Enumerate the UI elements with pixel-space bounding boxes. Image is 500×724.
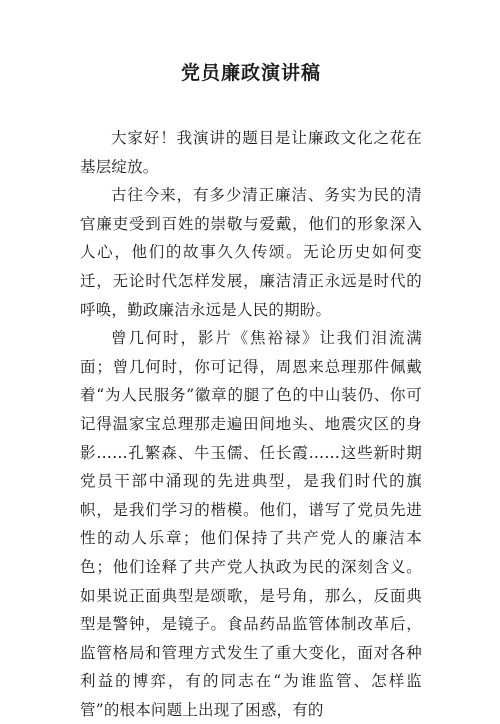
paragraph-history: 古往今来，有多少清正廉洁、务实为民的清官廉吏受到百姓的崇敬与爱戴，他们的形象深入人心，他们的故事久久传颂。无论历史如何变迁，无论时代怎样发展，廉洁清正永远是时代的呼唤，勤政廉洁永远是人民的期盼。	[80, 186, 422, 319]
document-title: 党员廉政演讲稿	[180, 62, 321, 84]
paragraph-examples: 曾几何时，影片《焦裕禄》让我们泪流满面；曾几何时，你可记得，周恩来总理那件佩戴着“为人民服务”徽章的腿了色的中山装仍、你可记得温家宝总理那走遍田间地头、地震灾区的身影……孔繁森、牛玉儒、任长霞……这些新时期党员干部中涌现的先进典型，是我们时代的旗帜，是我们学习的楷模。他们，谱写了党员先进性的动人乐章；他们保持了共产党人的廉洁本色；他们诠释了共产党人执政为民的深刻含义。如果说正面典型是颂歌，是号角，那么，反面典型是警钟，是镜子。食品药品监管体制改革后，监管格局和管理方式发生了重大变化，面对各种利益的博弈，有的同志在“为谁监管、怎样监管”的根本问题上出现了困惑，有的	[80, 329, 422, 719]
paragraph-greeting: 大家好！我演讲的题目是让廉政文化之花在基层绽放。	[80, 129, 422, 176]
